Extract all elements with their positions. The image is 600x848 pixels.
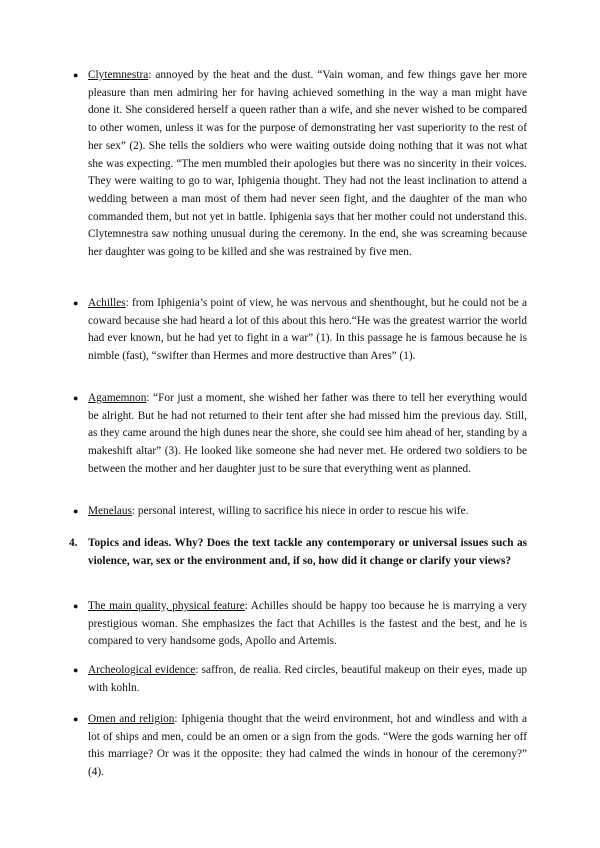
section-number: 4.: [69, 537, 78, 549]
character-entry-clytemnestra: [73, 67, 527, 262]
bullet-icon: ●: [73, 665, 79, 675]
entry-paragraph: [88, 390, 527, 479]
entry-body: : annoyed by the heat and the dust. “Vain woman, and few things gave her more pleasure than men admiring her for having achieved something in the way a man might have done it. She considered herself a queen rather than a wife, and she never wished to be compared to other women, unless it was for the purpose of demonstrating her vast superiority to the rest of her sex” (2). She tells the soldiers who were waiting outside doing nothing that it was not what she was expecting. “The men mumbled their apologies but there was no sincerity in their voices. They were waiting to go to war, Iphigenia thought. They had not the least inclination to attend a wedding between a man most of them had never seen fight, and the daughter of the man who commanded them, but not yet in battle. Iphigenia says that her mother could not understand this. Clytemnestra saw nothing unusual during the ceremony. In the end, she was screaming because her daughter was going to be killed and she was restrained by five men.: [88, 69, 527, 259]
bullet-icon: ●: [73, 714, 79, 724]
entry-body: : from Iphigenia’s point of view, he was nervous and shenthought, but he could not be a coward because she had heard a lot of this about this hero.“He was the greatest warrior the world had ever known, but he had yet to fight in a war” (1). In this passage he is famous because he is nimble (fast), “swifter than Hermes and more destructive than Ares” (1).: [88, 297, 527, 363]
entry-paragraph: [88, 711, 527, 782]
entry-body: : saffron, de realia. Red circles, beautiful makeup on their eyes, made up with kohln.: [88, 664, 528, 694]
entry-paragraph: [88, 662, 527, 697]
entry-paragraph: [88, 295, 527, 366]
entry-body: : “For just a moment, she wished her father was there to tell her everything would be alright. But he had not returned to their tent after she had missed him the previous day. Still, as they came around the high dunes near the shore, she could see him ahead of her, standing by a makeshift altar” (3). He looked like someone she had never met. He ordered two soldiers to be between the mother and her daughter just to be sure that everything went as planned.: [88, 392, 527, 475]
entry-term: Agamemnon: [88, 392, 147, 404]
entry-paragraph: [88, 67, 527, 262]
character-entry-agamemnon: [73, 390, 527, 479]
topic-entry-archeological-evidence: [73, 662, 528, 697]
bullet-icon: ●: [73, 298, 79, 308]
topic-entry-physical-feature: [73, 598, 527, 651]
entry-body: : Iphigenia thought that the weird environment, hot and windless and with a lot of ships and men, could be an omen or a sign from the gods. “Were the gods warning her off this marriage? Or was it the opposite: they had calmed the winds in honour of the ceremony?” (4).: [88, 713, 527, 779]
entry-term: Omen and religion: [88, 713, 175, 725]
bullet-icon: ●: [73, 506, 79, 516]
bullet-icon: ●: [73, 393, 79, 403]
section-heading-block: [69, 535, 527, 570]
section-heading: Topics and ideas. Why? Does the text tackle any contemporary or universal issues such as violence, war, sex or the environment and, if so, how did it change or clarify your views?: [88, 537, 527, 567]
entry-paragraph: [88, 503, 527, 521]
entry-body: : personal interest, willing to sacrifice his niece in order to rescue his wife.: [131, 505, 469, 517]
entry-term: Archeological evidence: [88, 664, 196, 676]
bullet-icon: ●: [73, 601, 79, 611]
entry-term: Clytemnestra: [88, 69, 149, 81]
entry-paragraph: [88, 598, 527, 651]
bullet-icon: ●: [73, 70, 79, 80]
entry-term: Achilles: [88, 297, 126, 309]
topic-entry-omen-religion: [73, 711, 527, 782]
character-entry-menelaus: [73, 503, 527, 521]
character-entry-achilles: [73, 295, 527, 366]
entry-term: The main quality, physical feature: [88, 600, 245, 612]
entry-body: : Achilles should be happy too because he is marrying a very prestigious woman. She emphasizes the fact that Achilles is the fastest and the best, and he is compared to very handsome gods, Apollo and Artemis.: [88, 600, 527, 648]
entry-term: Menelaus: [88, 505, 132, 517]
